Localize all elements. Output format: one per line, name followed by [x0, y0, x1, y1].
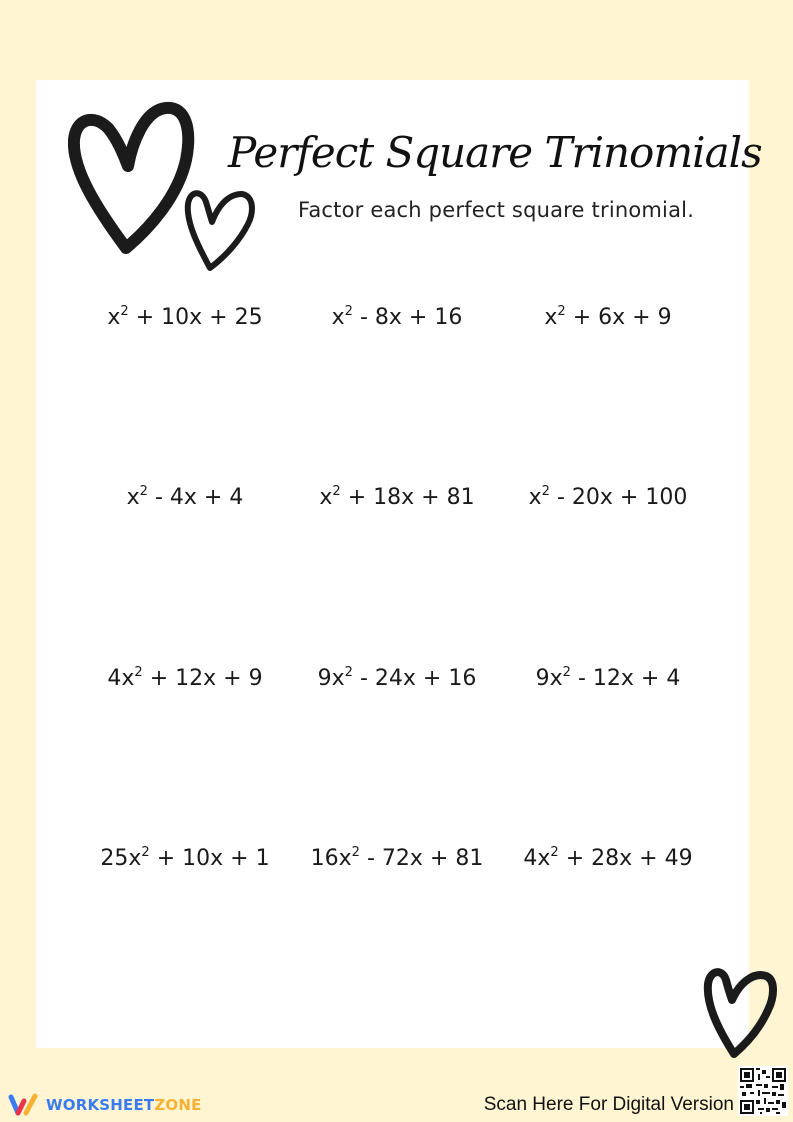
problem-7: $4x^2 + 12x + 9$: [107, 665, 263, 691]
problem-10: $25x^2 + 10x + 1$: [100, 845, 270, 871]
problem-6: $x^2 - 20x + 100$: [528, 484, 688, 510]
small-heart-icon: [180, 182, 260, 278]
problem-4: $x^2 - 4x + 4$: [126, 484, 244, 510]
qr-code-icon[interactable]: [738, 1066, 788, 1116]
large-heart-icon: [68, 100, 198, 260]
worksheet-zone-logo[interactable]: [8, 1092, 202, 1118]
problem-12: $4x^2 + 28x + 49$: [523, 845, 693, 871]
problem-2: $x^2 - 8x + 16$: [331, 304, 463, 330]
problem-11: $16x^2 - 72x + 81$: [310, 845, 484, 871]
problem-8: $9x^2 - 24x + 16$: [317, 665, 477, 691]
instruction-text: Factor each perfect square trinomial.: [298, 198, 695, 222]
problem-1: $x^2 + 10x + 25$: [107, 304, 263, 330]
corner-heart-icon: [698, 962, 780, 1062]
worksheet-title: Perfect Square Trinomials: [228, 128, 762, 177]
problem-5: $x^2 + 18x + 81$: [319, 484, 475, 510]
scan-label: Scan Here For Digital Version: [483, 1094, 734, 1115]
problem-9: $9x^2 - 12x + 4$: [535, 665, 681, 691]
problem-3: $x^2 + 6x + 9$: [544, 304, 672, 330]
logo-mark-icon: [8, 1093, 40, 1117]
brand-name: WORKSHEETZONE: [46, 1096, 202, 1114]
